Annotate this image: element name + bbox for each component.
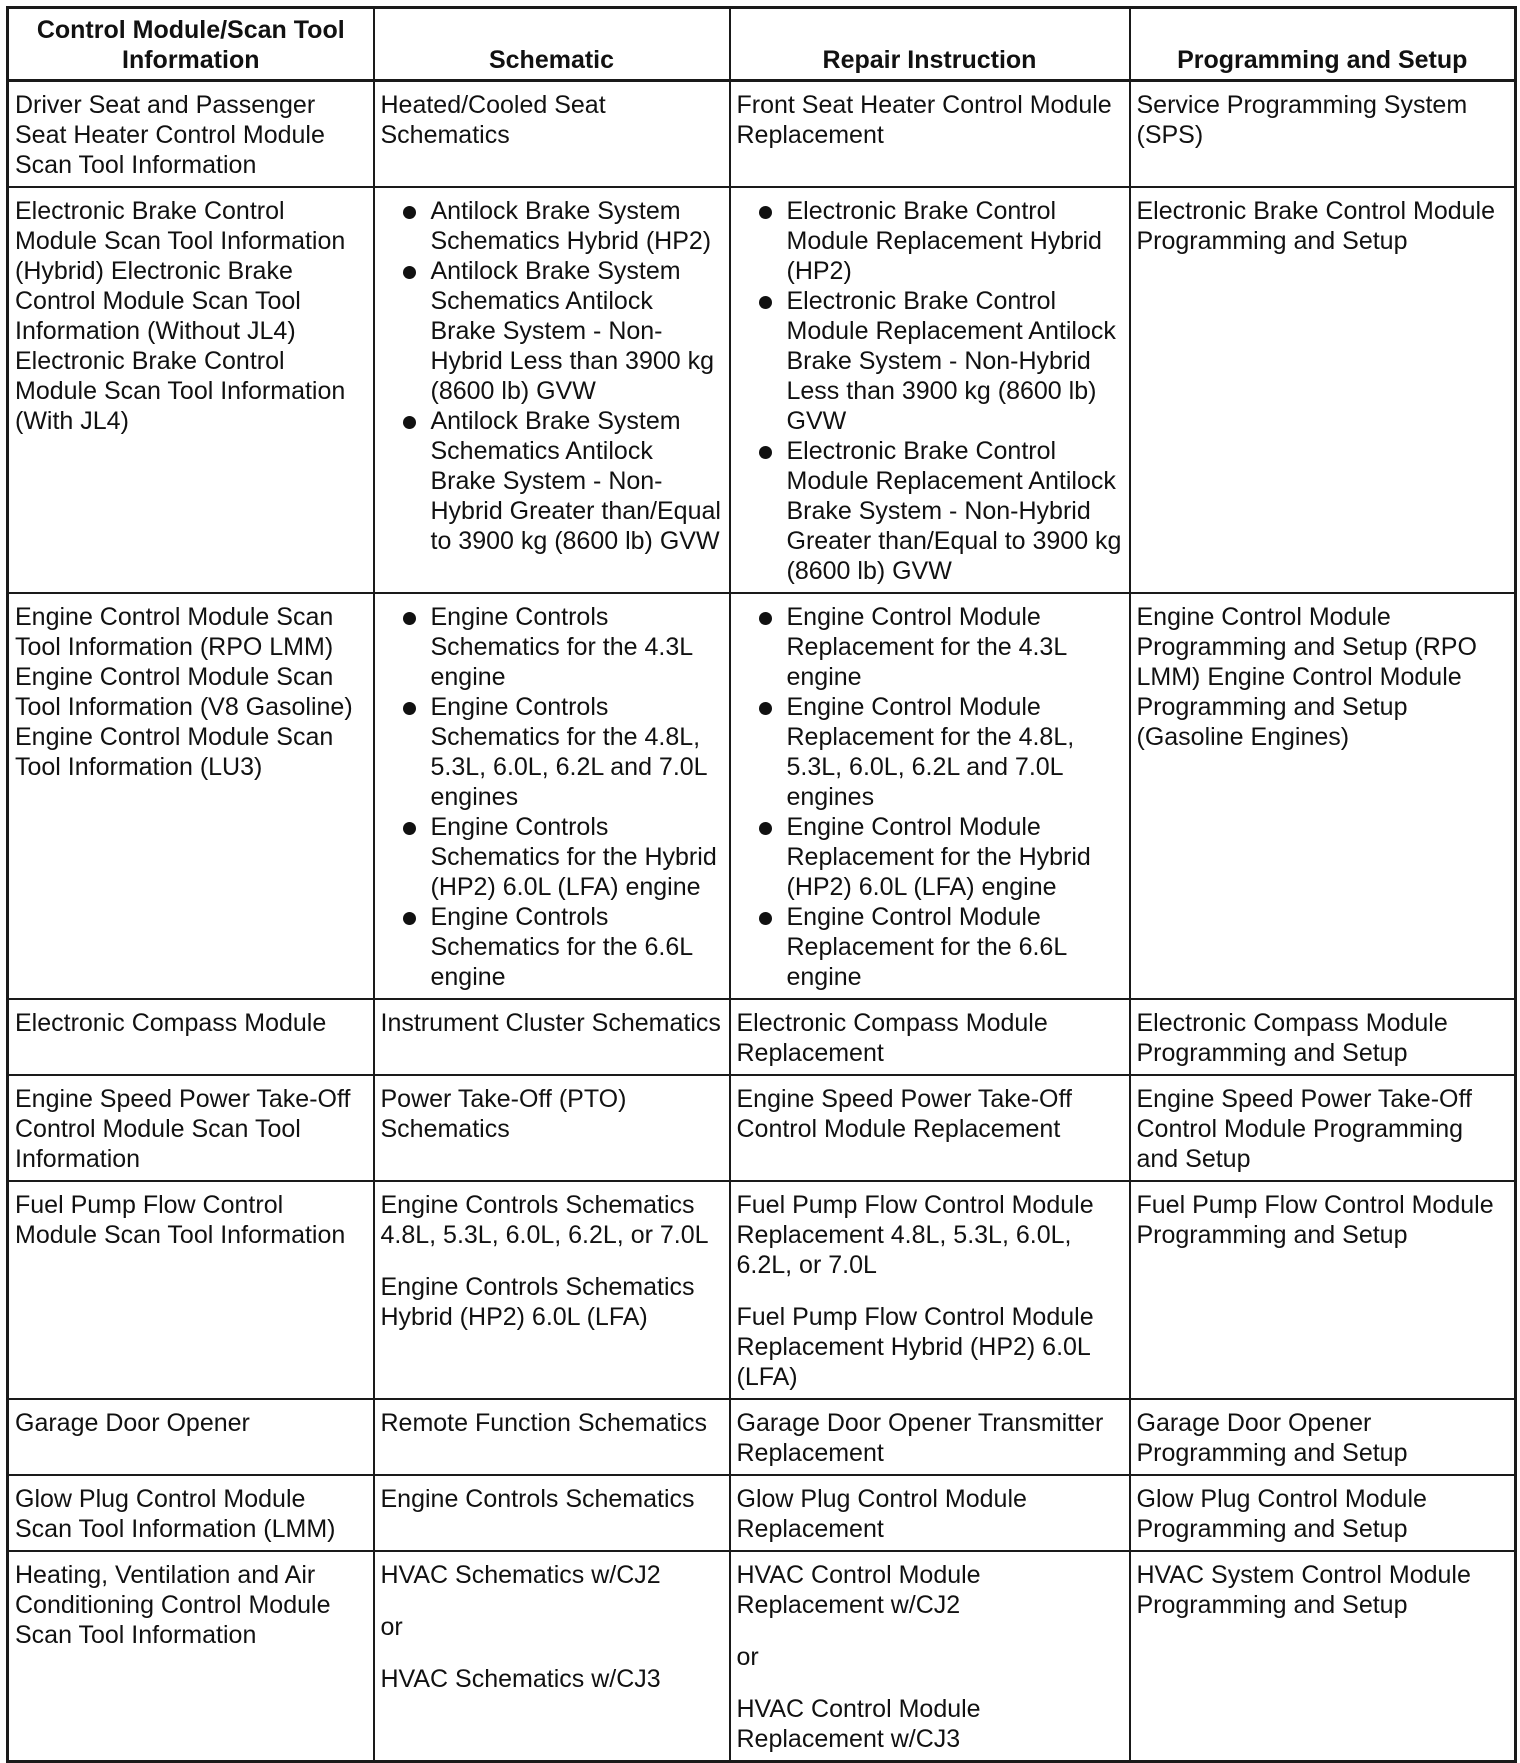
table-row (8, 1181, 1516, 1399)
schematic-list (381, 196, 723, 556)
module-cell: Fuel Pump Flow Control Module Scan Tool Information (8, 1181, 374, 1399)
list-item: Electronic Brake Control Module Replacement Antilock Brake System - Non-Hybrid Less than 3900 kg (8600 lb) GVW (737, 286, 1123, 436)
module-cell: Glow Plug Control Module Scan Tool Information (LMM) (8, 1475, 374, 1551)
repair-cell (730, 1551, 1130, 1762)
table-row (8, 593, 1516, 999)
programming-cell: HVAC System Control Module Programming and Setup (1130, 1551, 1516, 1762)
schematic-cell: Engine Controls Schematics (374, 1475, 730, 1551)
module-cell: Garage Door Opener (8, 1399, 374, 1475)
programming-cell: Electronic Brake Control Module Programming and Setup (1130, 187, 1516, 593)
module-cell: Engine Control Module Scan Tool Information (RPO LMM) Engine Control Module Scan Tool Information (V8 Gasoline) Engine Control Module Scan Tool Information (LU3) (8, 593, 374, 999)
list-item: Electronic Brake Control Module Replacement Antilock Brake System - Non-Hybrid Greater than/Equal to 3900 kg (8600 lb) GVW (737, 436, 1123, 586)
table-row (8, 999, 1516, 1075)
module-cell: Driver Seat and Passenger Seat Heater Control Module Scan Tool Information (8, 81, 374, 188)
schematic-cell: Instrument Cluster Schematics (374, 999, 730, 1075)
schematic-cell (374, 593, 730, 999)
service-info-table (6, 6, 1517, 1763)
list-item: Engine Controls Schematics for the 4.8L, 5.3L, 6.0L, 6.2L and 7.0L engines (381, 692, 723, 812)
programming-cell: Engine Speed Power Take-Off Control Module Programming and Setup (1130, 1075, 1516, 1181)
list-item: Antilock Brake System Schematics Antilock Brake System - Non-Hybrid Greater than/Equal to 3900 kg (8600 lb) GVW (381, 406, 723, 556)
programming-cell: Garage Door Opener Programming and Setup (1130, 1399, 1516, 1475)
repair-cell (730, 593, 1130, 999)
header-programming: Programming and Setup (1130, 8, 1516, 81)
module-cell: Electronic Compass Module (8, 999, 374, 1075)
programming-cell: Service Programming System (SPS) (1130, 81, 1516, 188)
programming-cell: Engine Control Module Programming and Setup (RPO LMM) Engine Control Module Programming and Setup (Gasoline Engines) (1130, 593, 1516, 999)
list-item: Engine Control Module Replacement for the 4.3L engine (737, 602, 1123, 692)
schematic-cell: Heated/Cooled Seat Schematics (374, 81, 730, 188)
programming-cell: Electronic Compass Module Programming and Setup (1130, 999, 1516, 1075)
schematic-paragraph: HVAC Schematics w/CJ2 (380, 1561, 661, 1589)
list-item: Antilock Brake System Schematics Hybrid (HP2) (381, 196, 723, 256)
schematic-cell (374, 1181, 730, 1399)
schematic-cell (374, 1551, 730, 1762)
module-cell: Electronic Brake Control Module Scan Tool Information (Hybrid) Electronic Brake Control Module Scan Tool Information (Without JL4) Electronic Brake Control Module Scan Tool Information (With JL4) (8, 187, 374, 593)
module-cell: Engine Speed Power Take-Off Control Module Scan Tool Information (8, 1075, 374, 1181)
or-separator: or (736, 1643, 759, 1671)
repair-paragraph: Fuel Pump Flow Control Module Replacement 4.8L, 5.3L, 6.0L, 6.2L, or 7.0L (736, 1191, 1094, 1279)
repair-cell: Front Seat Heater Control Module Replacement (730, 81, 1130, 188)
list-item: Engine Controls Schematics for the 4.3L engine (381, 602, 723, 692)
header-module: Control Module/Scan Tool Information (8, 8, 374, 81)
schematic-paragraph: Engine Controls Schematics 4.8L, 5.3L, 6.0L, 6.2L, or 7.0L (380, 1191, 709, 1249)
list-item: Engine Control Module Replacement for the Hybrid (HP2) 6.0L (LFA) engine (737, 812, 1123, 902)
list-item: Engine Control Module Replacement for the 4.8L, 5.3L, 6.0L, 6.2L and 7.0L engines (737, 692, 1123, 812)
repair-paragraph: Fuel Pump Flow Control Module Replacement Hybrid (HP2) 6.0L (LFA) (736, 1303, 1094, 1391)
page (6, 6, 1514, 1763)
or-separator: or (380, 1613, 403, 1641)
repair-cell: Electronic Compass Module Replacement (730, 999, 1130, 1075)
list-item: Engine Control Module Replacement for the 6.6L engine (737, 902, 1123, 992)
list-item: Antilock Brake System Schematics Antilock Brake System - Non-Hybrid Less than 3900 kg (8600 lb) GVW (381, 256, 723, 406)
header-repair: Repair Instruction (730, 8, 1130, 81)
schematic-cell: Remote Function Schematics (374, 1399, 730, 1475)
repair-cell: Garage Door Opener Transmitter Replacement (730, 1399, 1130, 1475)
table-row (8, 187, 1516, 593)
schematic-list (381, 602, 723, 992)
table-row (8, 1399, 1516, 1475)
repair-list (737, 196, 1123, 586)
schematic-paragraph: Engine Controls Schematics Hybrid (HP2) 6.0L (LFA) (380, 1273, 695, 1331)
table-row (8, 81, 1516, 188)
list-item: Engine Controls Schematics for the 6.6L engine (381, 902, 723, 992)
repair-cell: Glow Plug Control Module Replacement (730, 1475, 1130, 1551)
repair-list (737, 602, 1123, 992)
repair-cell: Engine Speed Power Take-Off Control Module Replacement (730, 1075, 1130, 1181)
list-item: Engine Controls Schematics for the Hybrid (HP2) 6.0L (LFA) engine (381, 812, 723, 902)
module-cell: Heating, Ventilation and Air Conditioning Control Module Scan Tool Information (8, 1551, 374, 1762)
table-row (8, 1075, 1516, 1181)
repair-paragraph: HVAC Control Module Replacement w/CJ3 (736, 1695, 981, 1753)
programming-cell: Glow Plug Control Module Programming and Setup (1130, 1475, 1516, 1551)
programming-cell: Fuel Pump Flow Control Module Programming and Setup (1130, 1181, 1516, 1399)
schematic-cell: Power Take-Off (PTO) Schematics (374, 1075, 730, 1181)
table-row (8, 1551, 1516, 1762)
header-row (8, 8, 1516, 81)
list-item: Electronic Brake Control Module Replacement Hybrid (HP2) (737, 196, 1123, 286)
repair-paragraph: HVAC Control Module Replacement w/CJ2 (736, 1561, 981, 1619)
table-row (8, 1475, 1516, 1551)
header-schematic: Schematic (374, 8, 730, 81)
schematic-paragraph: HVAC Schematics w/CJ3 (380, 1665, 661, 1693)
repair-cell (730, 187, 1130, 593)
schematic-cell (374, 187, 730, 593)
repair-cell (730, 1181, 1130, 1399)
